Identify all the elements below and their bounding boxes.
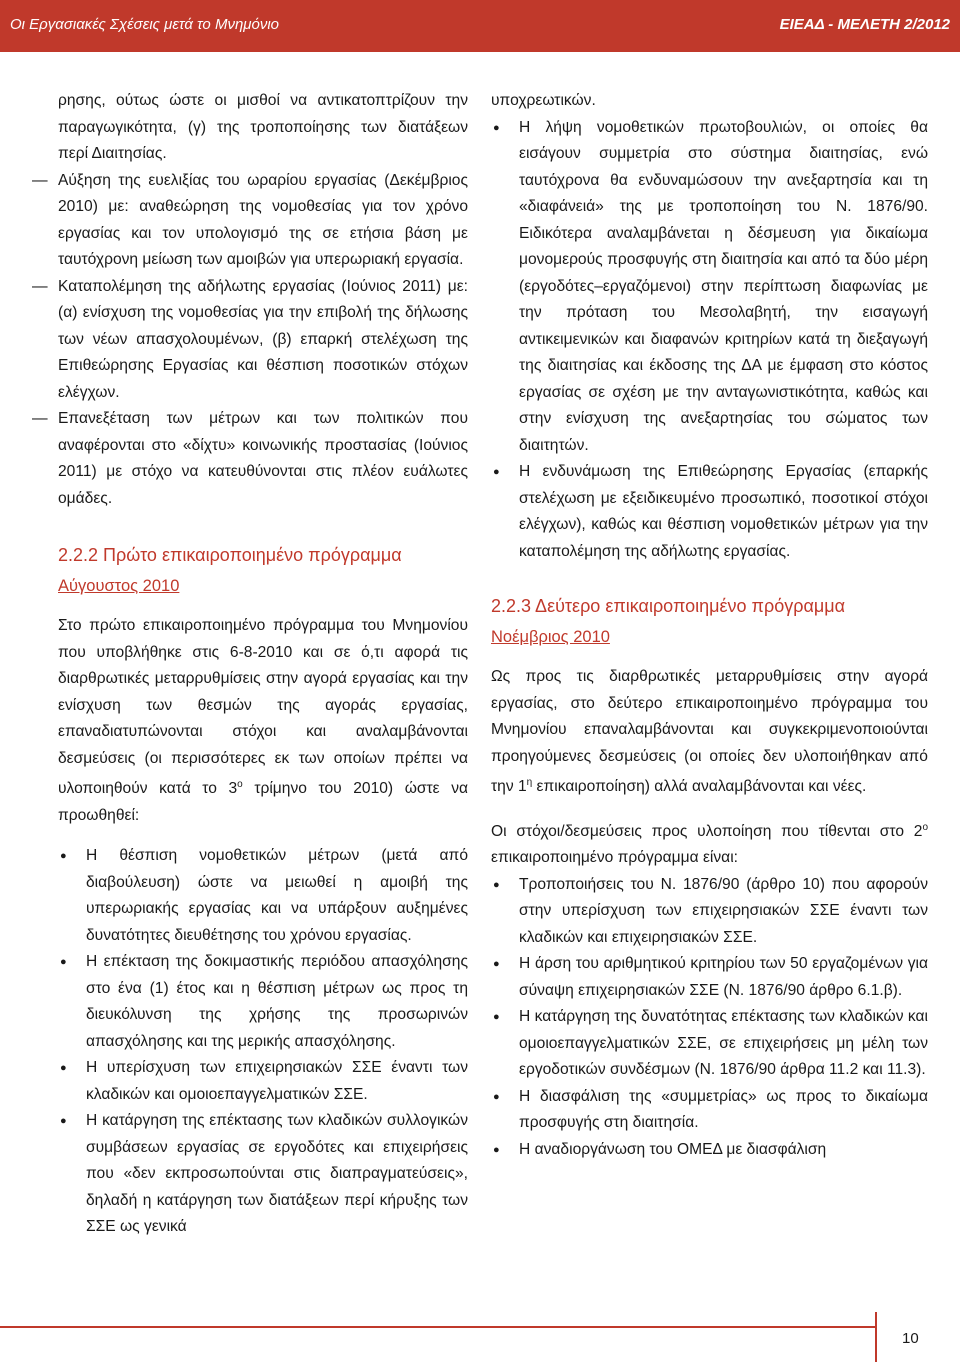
bullet-item: ● Τροποποιήσεις του Ν. 1876/90 (άρθρο 10) που αφορούν στην υπερίσχυση των επιχειρησιακών ΣΣΕ έναντι των κλαδικών και επιχειρησιακών ΣΣΕ.	[491, 872, 928, 952]
section-date: Αύγουστος 2010	[58, 576, 180, 595]
page-header	[0, 0, 960, 52]
bullet-item: ● Η υπερίσχυση των επιχειρησιακών ΣΣΕ έναντι των κλαδικών και ομοιοεπαγγελματικών ΣΣΕ.	[58, 1055, 468, 1108]
dash-item: — Επανεξέταση των μέτρων και των πολιτικών που αναφέρονται στο «δίχτυ» κοινωνικής προστασίας (Ιούνιος 2011) με στόχο να κατευθύνονται στις πλέον ευάλωτες ομάδες.	[58, 406, 468, 512]
bullet-item: ● Η αναδιοργάνωση του ΟΜΕΔ με διασφάλιση	[491, 1137, 928, 1164]
bullet-item: ● Η κατάργηση της επέκτασης των κλαδικών συλλογικών συμβάσεων εργασίας σε εργοδότες και επιχειρήσεις που «δεν εκπροσωπούνται στις διαπραγματεύσεις», δηλαδή η κατάργηση των διατάξεων περί κήρυξης των ΣΣΕ ως γενικά	[58, 1108, 468, 1241]
section-title: 2.2.2 Πρώτο επικαιροποιημένο πρόγραμμα	[58, 545, 402, 565]
section-date: Νοέμβριος 2010	[491, 627, 610, 646]
dash-item: — Καταπολέμηση της αδήλωτης εργασίας (Ιούνιος 2011) με: (α) ενίσχυση της νομοθεσίας για την επιβολή της δήλωσης των νέων απασχολουμένων, (β) επαρκή στελέχωση της Επιθεώρησης Εργασίας και θέσπιση ποσοτικών στόχων ελέγχων.	[58, 274, 468, 407]
bullet-item: ● Η επέκταση της δοκιμαστικής περιόδου απασχόλησης στο ένα (1) έτος και η θέσπιση μέτρων ως προς τη διευκόλυνση της χρήσης της προσωρινών απασχόλησης και της μερικής απασχόλησης.	[58, 949, 468, 1055]
section-title: 2.2.3 Δεύτερο επικαιροποιημένο πρόγραμμα	[491, 596, 845, 616]
page-number: 10	[902, 1330, 919, 1347]
left-column	[58, 88, 468, 1241]
body-paragraph: Ως προς τις διαρθρωτικές μεταρρυθμίσεις στην αγορά εργασίας, στο δεύτερο επικαιροποιημένο πρόγραμμα του Μνημονίου επαναλαμβάνονται και συγκεκριμενοποιούνται προηγούμενες δεσμεύσεις (οι οποίες δεν υλοποιήθηκαν από την $1^\eta$ επικαιροποίηση) αλλά αναλαμβάνονται και νέες.	[491, 668, 928, 796]
intro-text: υποχρεωτικών.	[491, 92, 596, 109]
bullet-item: ● Η ενδυνάμωση της Επιθεώρησης Εργασίας (επαρκής στελέχωση με εξειδικευμένο προσωπικό, ποσοτικοί στόχοι ελέγχων), καθώς και θέσπιση νομοθετικών μέτρων για την καταπολέμηση της αδήλωτης εργασίας.	[491, 459, 928, 565]
body-paragraph: Στο πρώτο επικαιροποιημένο πρόγραμμα του Μνημονίου που υποβλήθηκε στις 6-8-2010 και σε ό,τι αφορά τις διαρθρωτικές μεταρρυθμίσεις στην αγορά εργασίας και την ενίσχυση των θεσμών της αγοράς εργασίας, επαναδιατυπώνονται στόχοι και αναλαμβάνονται δεσμεύσεις (οι περισσότερες εκ των οποίων πρέπει να υλοποιηθούν κατά το $3^o$ τρίμηνο του 2010) ώστε να προωθηθεί:	[58, 617, 469, 824]
bullet-item: ● Η θέσπιση νομοθετικών μέτρων (μετά από διαβούλευση) ώστε να μειωθεί η αμοιβή της υπερωριακής εργασίας και να υπάρξουν αυξημένες δυνατότητες διευθέτησης του χρόνου εργασίας.	[58, 843, 468, 949]
bullet-item: ● Η κατάργηση της δυνατότητας επέκτασης των κλαδικών και ομοιοεπαγγελματικών ΣΣΕ, σε επιχειρήσεις μη μέλη των εργοδοτικών συνδέσμων (Ν. 1876/90 άρθρα 11.2 και 11.3).	[491, 1004, 928, 1084]
body-paragraph: Οι στόχοι/δεσμεύσεις προς υλοποίηση που τίθενται στο $2^o$ επικαιροποιημένο πρόγραμμα είναι:	[491, 821, 928, 867]
header-title: Οι Εργασιακές Σχέσεις μετά το Μνημόνιο	[10, 16, 280, 33]
bullet-item: ● Η διασφάλιση της «συμμετρίας» ως προς το δικαίωμα προσφυγής στη διαιτησία.	[491, 1084, 928, 1137]
dash-item: — Αύξηση της ευελιξίας του ωραρίου εργασίας (Δεκέμβριος 2010) με: αναθεώρηση της νομοθεσίας για τον χρόνο εργασίας και τον υπολογισμό της σε ετήσια βάση με ταυτόχρονη μείωση των αμοιβών για υπερωριακή εργασία.	[58, 168, 468, 274]
intro-text: ρησης, ούτως ώστε οι μισθοί να αντικατοπτρίζουν την παραγωγικότητα, (γ) της τροποποίησης των διατάξεων περί Διαιτησίας.	[58, 92, 468, 162]
bullet-item: ● Η άρση του αριθμητικού κριτηρίου των 50 εργαζομένων για σύναψη επιχειρησιακών ΣΣΕ (Ν. 1876/90 άρθρο 6.1.β).	[491, 951, 928, 1004]
right-column	[491, 88, 928, 1163]
header-study-id: ΕΙΕΑΔ - ΜΕΛΕΤΗ 2/2012	[779, 16, 950, 33]
bullet-item: ● Η λήψη νομοθετικών πρωτοβουλιών, οι οποίες θα εισάγουν συμμετρία στο σύστημα διαιτησίας, ενώ ταυτόχρονα θα ενδυναμώσουν την ανεξαρτησία και τη «διαφάνειά» της με τροποποίηση του Ν. 1876/90. Ειδικότερα αναλαμβάνεται η δέσμευση για δικαίωμα μονομερούς προσφυγής στη διαιτησία και από τα δύο μέρη (εργοδότες–εργαζόμενοι) στην περίπτωση διαφωνίας με την πρόταση του Μεσολαβητή, την εισαγωγή αντικειμενικών και διαφανών κριτηρίων κατά τη διεξαγωγή της διαιτησίας και έκδοσης της ΔΑ με έμφαση στο κόστος εργασίας σε σχέση με την ανταγωνιστικότητα, καθώς και στην ενίσχυση της ανεξαρτησίας του σώματος των διαιτητών.	[491, 115, 928, 460]
footer-rule	[0, 1326, 875, 1328]
